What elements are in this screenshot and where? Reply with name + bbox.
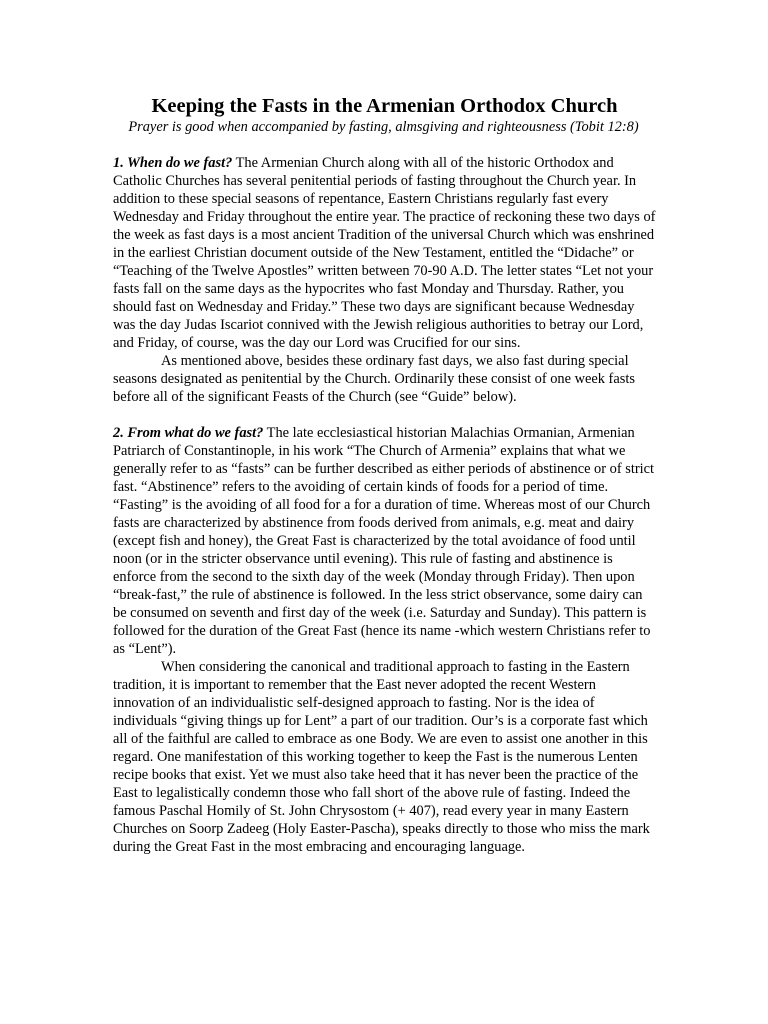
- section-2-heading: 2. From what do we fast?: [113, 425, 264, 441]
- section-2-paragraph-1-text: The late ecclesiastical historian Malachias Ormanian, Armenian Patriarch of Constantinople, in his work “The Church of Armenia” explains that what we generally refer to as “fasts” can be further described as either periods of abstinence or of strict fast. “Abstinence” refers to the avoiding of certain kinds of foods for a period of time. “Fasting” is the avoiding of all food for a for a duration of time. Whereas most of our Church fasts are characterized by abstinence from foods derived from animals, e.g. meat and dairy (except fish and honey), the Great Fast is characterized by the total avoidance of food until noon (or in the stricter observance until evening). This rule of fasting and abstinence is enforce from the second to the sixth day of the week (Monday through Friday). Then upon “break-fast,” the rule of abstinence is followed. In the less strict observance, some dairy can be consumed on seventh and first day of the week (i.e. Saturday and Sunday). This pattern is followed for the duration of the Great Fast (hence its name -which western Christians refer to as “Lent”).: [113, 425, 655, 657]
- section-1-paragraph-1-text: The Armenian Church along with all of the historic Orthodox and Catholic Churches has several penitential periods of fasting throughout the Church year. In addition to these special seasons of repentance, Eastern Christians regularly fast every Wednesday and Friday throughout the entire year. The practice of reckoning these two days of the week as fast days is a most ancient Tradition of the universal Church which was enshrined in the earliest Christian document outside of the New Testament, entitled the “Didache” or “Teaching of the Twelve Apostles” written between 70-90 A.D. The letter states “Let not your fasts fall on the same days as the hypocrites who fast Monday and Thursday. Rather, you should fast on Wednesday and Friday.” These two days are significant because Wednesday was the day Judas Iscariot connived with the Jewish religious authorities to betray our Lord, and Friday, of course, was the day our Lord was Crucified for our sins.: [113, 155, 656, 351]
- section-spacer: [113, 406, 656, 424]
- document-page: [113, 94, 656, 856]
- section-1-paragraph-1: [113, 154, 656, 352]
- document-subtitle: Prayer is good when accompanied by fasting, almsgiving and righteousness (Tobit 12:8): [128, 119, 639, 135]
- section-from-what-do-we-fast: [113, 424, 656, 856]
- section-1-paragraph-2: As mentioned above, besides these ordinary fast days, we also fast during special seasons designated as penitential by the Church. Ordinarily these consist of one week fasts before all of the significant Feasts of the Church (see “Guide” below).: [113, 353, 635, 405]
- section-2-paragraph-1: [113, 424, 656, 658]
- section-when-do-we-fast: [113, 154, 656, 406]
- document-title: Keeping the Fasts in the Armenian Orthodox Church: [151, 95, 618, 117]
- section-1-heading: 1. When do we fast?: [113, 155, 233, 171]
- section-2-paragraph-2: When considering the canonical and traditional approach to fasting in the Eastern tradition, it is important to remember that the East never adopted the recent Western innovation of an individualistic self-designed approach to fasting. Nor is the idea of individuals “giving things up for Lent” a part of our tradition. Our’s is a corporate fast which all of the faithful are called to embrace as one Body. We are even to assist one another in this regard. One manifestation of this working together to keep the Fast is the numerous Lenten recipe books that exist. Yet we must also take heed that it has never been the practice of the East to legalistically condemn those who fall short of the above rule of fasting. Indeed the famous Paschal Homily of St. John Chrysostom (+ 407), read every year in many Eastern Churches on Soorp Zadeeg (Holy Easter-Pascha), speaks directly to those who miss the mark during the Great Fast in the most embracing and encouraging language.: [113, 659, 650, 855]
